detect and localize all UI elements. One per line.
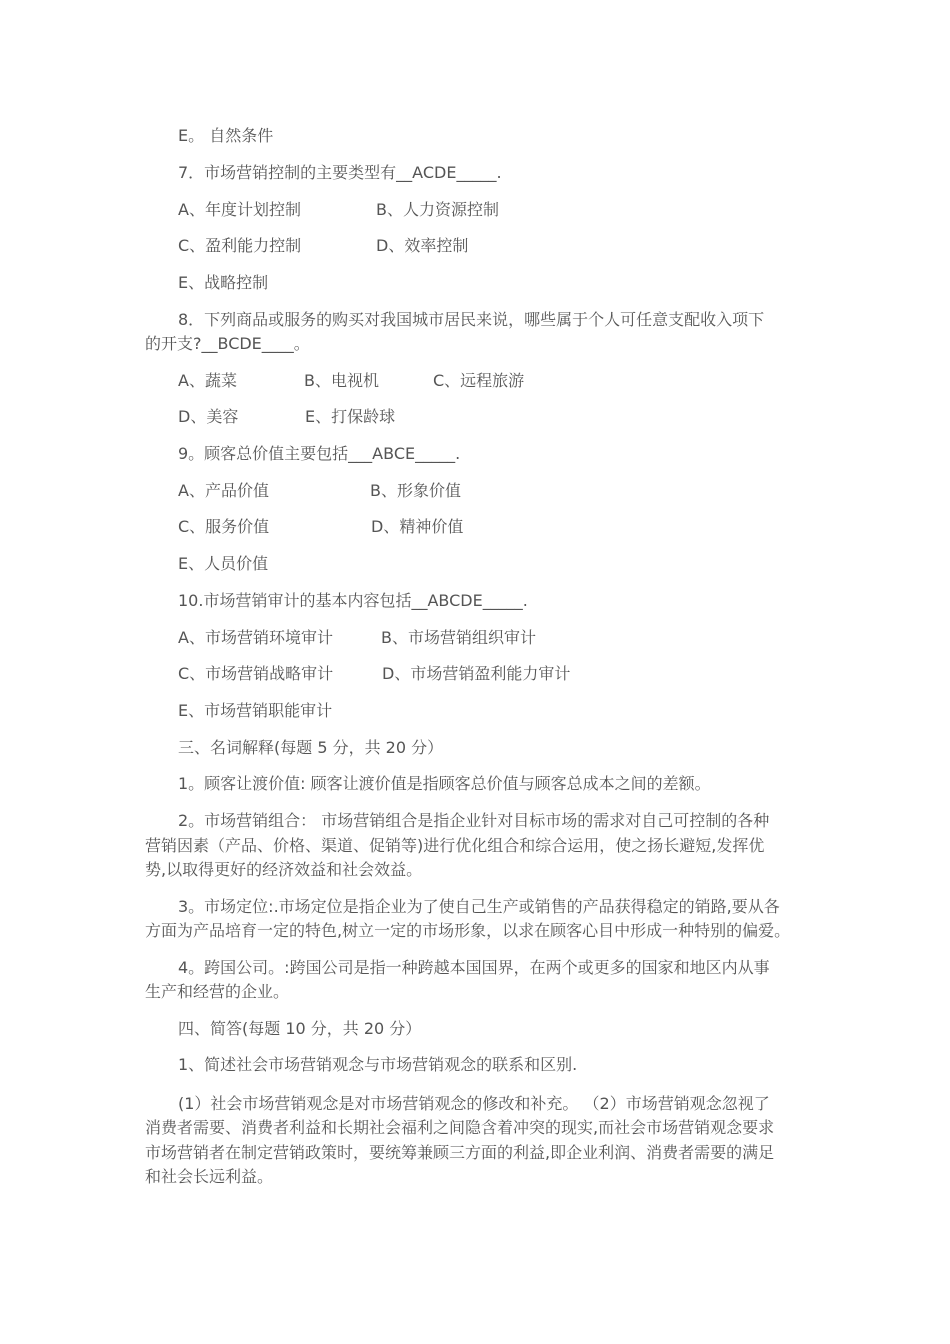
q9-option-e: E、人员价值 (178, 554, 269, 573)
short-answer-question1: 1、简述社会市场营销观念与市场营销观念的联系和区别. (178, 1055, 578, 1074)
section4-heading: 四、简答(每题 10 分，共 20 分） (178, 1019, 422, 1038)
q8-option-e: E、打保龄球 (305, 407, 396, 426)
q7-option-d: D、效率控制 (376, 236, 469, 255)
q8-stem-line1: 8．下列商品或服务的购买对我国城市居民来说，哪些属于个人可任意支配收入项下 (178, 310, 765, 329)
answer1-line3: 市场营销者在制定营销政策时，要统筹兼顾三方面的利益,即企业利润、消费者需要的满足 (145, 1143, 775, 1162)
q9-option-c: C、服务价值 (178, 517, 270, 536)
term2-line3: 势,以取得更好的经济效益和社会效益。 (145, 860, 423, 879)
q8-option-d: D、美容 (178, 407, 239, 426)
term4-line1: 4。跨国公司。:跨国公司是指一种跨越本国国界，在两个或更多的国家和地区内从事 (178, 958, 770, 977)
q7-option-b: B、人力资源控制 (376, 200, 499, 219)
term4-line2: 生产和经营的企业。 (145, 982, 290, 1001)
q8-option-b: B、电视机 (304, 371, 379, 390)
q7-option-a: A、年度计划控制 (178, 200, 301, 219)
q10-option-e: E、市场营销职能审计 (178, 701, 333, 720)
section3-heading: 三、名词解释(每题 5 分，共 20 分） (178, 738, 444, 757)
term2-line1: 2。市场营销组合： 市场营销组合是指企业针对目标市场的需求对自己可控制的各种 (178, 811, 770, 830)
q7-option-e: E、战略控制 (178, 273, 269, 292)
q10-stem: 10.市场营销审计的基本内容包括__ABCDE_____. (178, 591, 528, 610)
answer1-line2: 消费者需要、消费者利益和长期社会福利之间隐含着冲突的现实,而社会市场营销观念要求 (145, 1118, 775, 1137)
term1-definition: 1。顾客让渡价值: 顾客让渡价值是指顾客总价值与顾客总成本之间的差额。 (178, 774, 711, 793)
term3-line2: 方面为产品培育一定的特色,树立一定的市场形象，以求在顾客心目中形成一种特别的偏爱。 (145, 921, 791, 940)
q10-option-b: B、市场营销组织审计 (381, 628, 536, 647)
term2-line2: 营销因素（产品、价格、渠道、促销等)进行优化组合和综合运用，使之扬长避短,发挥优 (145, 836, 765, 855)
q7-stem: 7．市场营销控制的主要类型有__ACDE_____. (178, 163, 502, 182)
answer1-line1: (1）社会市场营销观念是对市场营销观念的修改和补充。 （2）市场营销观念忽视了 (178, 1094, 770, 1113)
q8-stem-line2: 的开支?__BCDE____。 (145, 334, 310, 353)
q9-option-b: B、形象价值 (370, 481, 461, 500)
q9-option-d: D、精神价值 (371, 517, 464, 536)
q8-option-a: A、蔬菜 (178, 371, 237, 390)
q10-option-c: C、市场营销战略审计 (178, 664, 334, 683)
q9-stem: 9。顾客总价值主要包括___ABCE_____. (178, 444, 461, 463)
q7-option-c: C、盈利能力控制 (178, 236, 302, 255)
q8-option-c: C、远程旅游 (433, 371, 525, 390)
q10-option-d: D、市场营销盈利能力审计 (382, 664, 571, 683)
q6-option-e: E。 自然条件 (178, 126, 274, 145)
answer1-line4: 和社会长远利益。 (145, 1167, 274, 1186)
q10-option-a: A、市场营销环境审计 (178, 628, 333, 647)
q9-option-a: A、产品价值 (178, 481, 269, 500)
term3-line1: 3。市场定位:.市场定位是指企业为了使自己生产或销售的产品获得稳定的销路,要从各 (178, 897, 780, 916)
